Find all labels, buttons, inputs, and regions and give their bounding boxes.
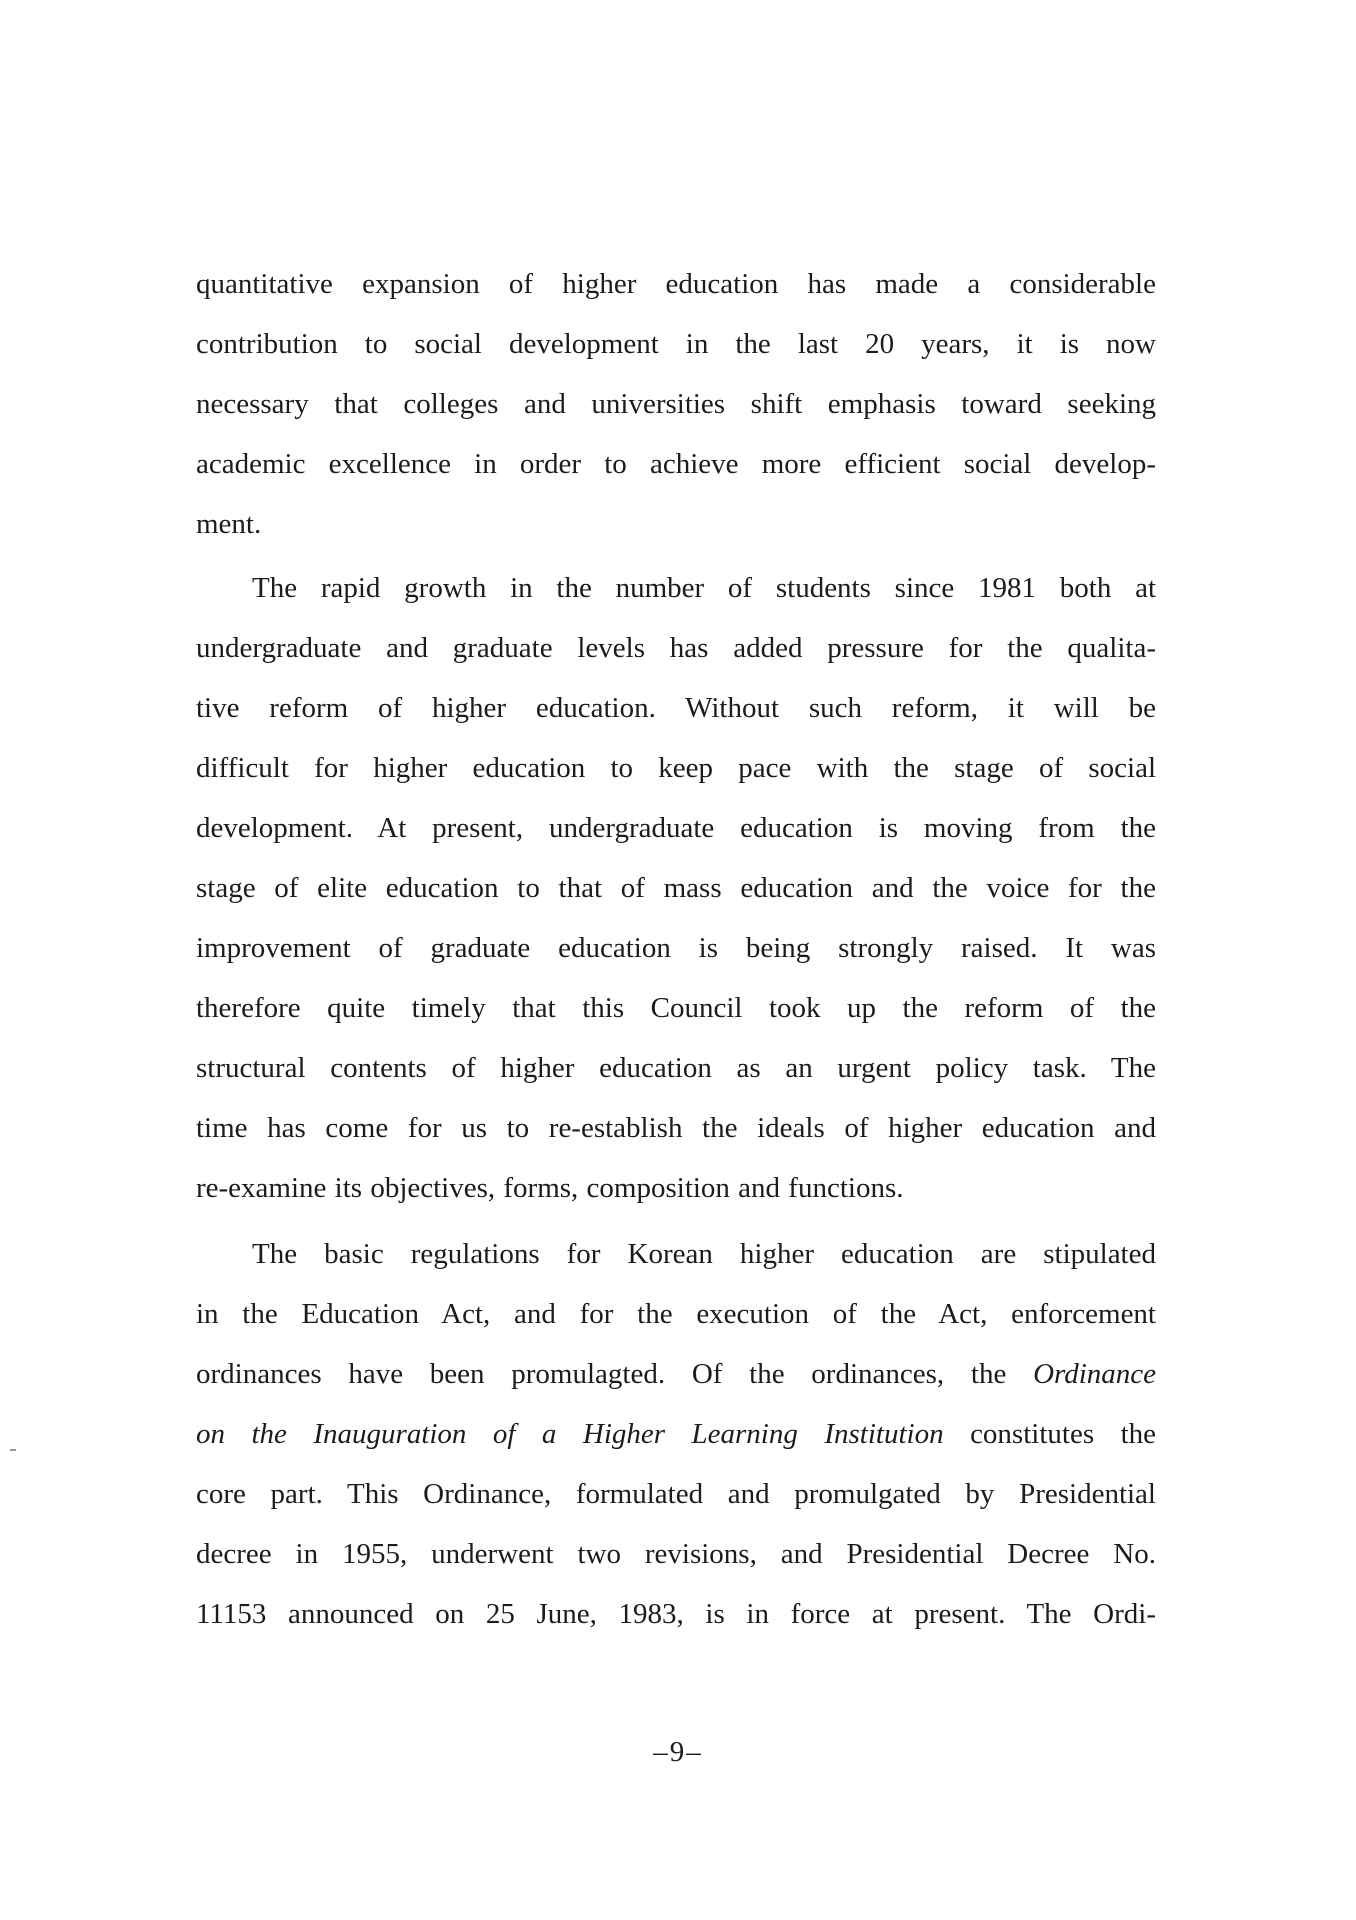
ordinance-title-start: Ordinance: [1033, 1358, 1157, 1390]
paragraph-2-line-10: time has come for us to re-establish the ideals of higher education and: [196, 1112, 1156, 1144]
paragraph-1-line-5: ment.: [196, 508, 262, 540]
scan-speck: [10, 1449, 16, 1451]
paragraph-3-line-3: [196, 1356, 1156, 1392]
paragraph-1-line-1: quantitative expansion of higher education has made a considerable: [196, 268, 1156, 300]
ordinance-title-rest: on the Inauguration of a Higher Learning Institution: [196, 1418, 944, 1450]
paragraph-2-line-5: development. At present, undergraduate education is moving from the: [196, 812, 1156, 844]
paragraph-1-line-2: contribution to social development in the last 20 years, it is now: [196, 328, 1156, 360]
paragraph-2-line-4: difficult for higher education to keep pace with the stage of social: [196, 752, 1156, 784]
paragraph-2-line-9: structural contents of higher education as an urgent policy task. The: [196, 1052, 1156, 1084]
paragraph-3-line-4-tail: constitutes the: [970, 1418, 1157, 1450]
paragraph-2-line-2: undergraduate and graduate levels has added pressure for the qualita-: [196, 632, 1156, 664]
paragraph-2-line-3: tive reform of higher education. Without such reform, it will be: [196, 692, 1156, 724]
paragraph-2-line-6: stage of elite education to that of mass education and the voice for the: [196, 872, 1156, 904]
paragraph-3-line-4: [196, 1416, 1156, 1452]
paragraph-2-line-1: The rapid growth in the number of students since 1981 both at: [252, 572, 1156, 604]
paragraph-3-line-5: core part. This Ordinance, formulated and promulgated by Presidential: [196, 1478, 1156, 1510]
paragraph-1-line-3: necessary that colleges and universities shift emphasis toward seeking: [196, 388, 1156, 420]
paragraph-1-line-4: academic excellence in order to achieve more efficient social develop-: [196, 448, 1156, 480]
page-number: –9–: [653, 1736, 703, 1768]
paragraph-3-line-3-text: ordinances have been promulagted. Of the ordinances, the: [196, 1358, 1007, 1390]
paragraph-3-line-6: decree in 1955, underwent two revisions, and Presidential Decree No.: [196, 1538, 1156, 1570]
paragraph-3-line-1: The basic regulations for Korean higher education are stipulated: [252, 1238, 1156, 1270]
paragraph-3-line-7: 11153 announced on 25 June, 1983, is in force at present. The Ordi-: [196, 1598, 1156, 1630]
paragraph-3-line-2: in the Education Act, and for the execution of the Act, enforcement: [196, 1298, 1156, 1330]
paragraph-2-line-8: therefore quite timely that this Council took up the reform of the: [196, 992, 1156, 1024]
paragraph-2-line-7: improvement of graduate education is being strongly raised. It was: [196, 932, 1156, 964]
paragraph-2-line-11: re-examine its objectives, forms, composition and functions.: [196, 1172, 904, 1204]
